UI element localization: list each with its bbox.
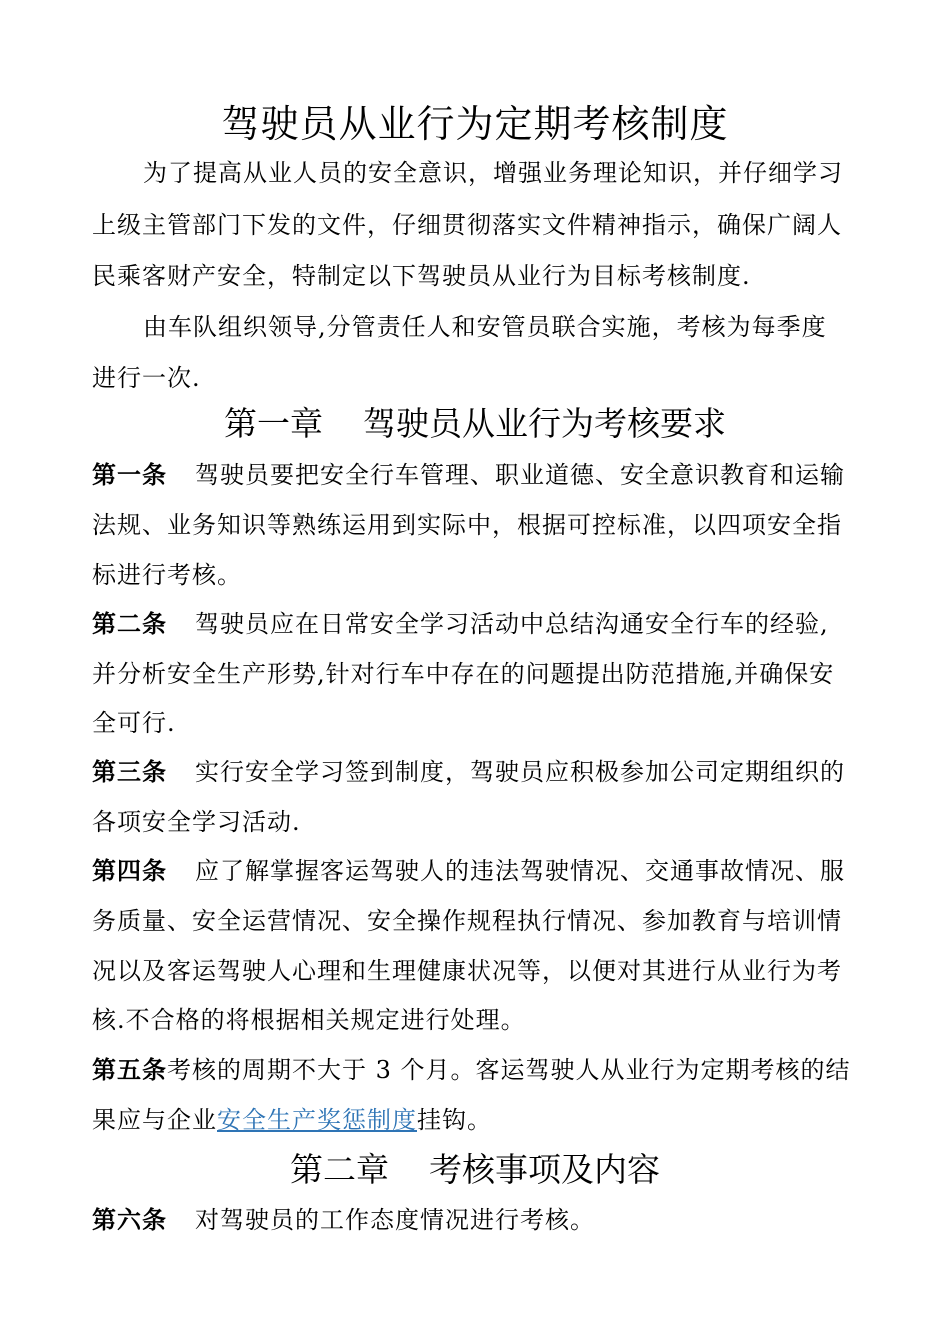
intro-p2-line-2: 进行一次. bbox=[92, 364, 201, 392]
intro-p1-line-1: 为了提高从业人员的安全意识，增强业务理论知识，并仔细学习 bbox=[143, 159, 843, 187]
article-6-line-1 bbox=[92, 1204, 858, 1236]
article-2-text-1: 驾驶员应在日常安全学习活动中总结沟通安全行车的经验, bbox=[195, 610, 829, 638]
article-1-line-3: 标进行考核。 bbox=[92, 561, 242, 589]
chapter-2-heading bbox=[0, 1148, 950, 1192]
article-3-text-1: 实行安全学习签到制度，驾驶员应积极参加公司定期组织的 bbox=[195, 758, 845, 786]
article-3-label: 第三条 bbox=[92, 758, 167, 786]
article-5-label: 第五条 bbox=[92, 1056, 167, 1084]
chapter-2-number: 第二章 bbox=[290, 1150, 389, 1189]
article-4-line-4: 核.不合格的将根据相关规定进行处理。 bbox=[92, 1006, 526, 1034]
article-6-label: 第六条 bbox=[92, 1206, 167, 1234]
article-2-line-1 bbox=[92, 608, 858, 640]
intro-p1-line-3: 民乘客财产安全，特制定以下驾驶员从业行为目标考核制度. bbox=[92, 262, 751, 290]
article-5-text-1: 考核的周期不大于 3 个月。客运驾驶人从业行为定期考核的结 bbox=[167, 1056, 851, 1084]
article-6-text: 对驾驶员的工作态度情况进行考核。 bbox=[195, 1206, 595, 1234]
intro-p2-line-1: 由车队组织领导,分管责任人和安管员联合实施，考核为每季度 bbox=[143, 313, 827, 341]
article-5-line-2 bbox=[92, 1104, 858, 1136]
chapter-1-number: 第一章 bbox=[224, 404, 323, 443]
article-1-line-2: 法规、业务知识等熟练运用到实际中，根据可控标准，以四项安全指 bbox=[92, 511, 842, 539]
article-4-line-3: 况以及客运驾驶人心理和生理健康状况等，以便对其进行从业行为考 bbox=[92, 957, 842, 985]
document-title: 驾驶员从业行为定期考核制度 bbox=[221, 102, 729, 146]
chapter-1-heading bbox=[0, 402, 950, 446]
article-4-line-1 bbox=[92, 855, 858, 887]
article-1-text-1: 驾驶员要把安全行车管理、职业道德、安全意识教育和运输 bbox=[195, 461, 845, 489]
article-3-line-1 bbox=[92, 756, 858, 788]
chapter-2-title: 考核事项及内容 bbox=[429, 1150, 660, 1189]
article-1-label: 第一条 bbox=[92, 461, 167, 489]
chapter-1-title: 驾驶员从业行为考核要求 bbox=[363, 404, 726, 443]
article-2-line-3: 全可行. bbox=[92, 709, 176, 737]
article-1-line-1 bbox=[92, 459, 858, 491]
article-5-text-2-pre: 果应与企业 bbox=[92, 1106, 217, 1134]
article-5-line-1 bbox=[92, 1054, 858, 1086]
article-2-line-2: 并分析安全生产形势,针对行车中存在的问题提出防范措施,并确保安 bbox=[92, 660, 835, 688]
article-2-label: 第二条 bbox=[92, 610, 167, 638]
safety-reward-penalty-link[interactable]: 安全生产奖惩制度 bbox=[217, 1106, 417, 1134]
article-3-line-2: 各项安全学习活动. bbox=[92, 808, 301, 836]
article-4-text-1: 应了解掌握客运驾驶人的违法驾驶情况、交通事故情况、服 bbox=[195, 857, 845, 885]
article-5-text-2-post: 挂钩。 bbox=[417, 1106, 492, 1134]
article-4-line-2: 务质量、安全运营情况、安全操作规程执行情况、参加教育与培训情 bbox=[92, 907, 842, 935]
intro-p1-line-2: 上级主管部门下发的文件，仔细贯彻落实文件精神指示，确保广阔人 bbox=[92, 211, 842, 239]
article-4-label: 第四条 bbox=[92, 857, 167, 885]
